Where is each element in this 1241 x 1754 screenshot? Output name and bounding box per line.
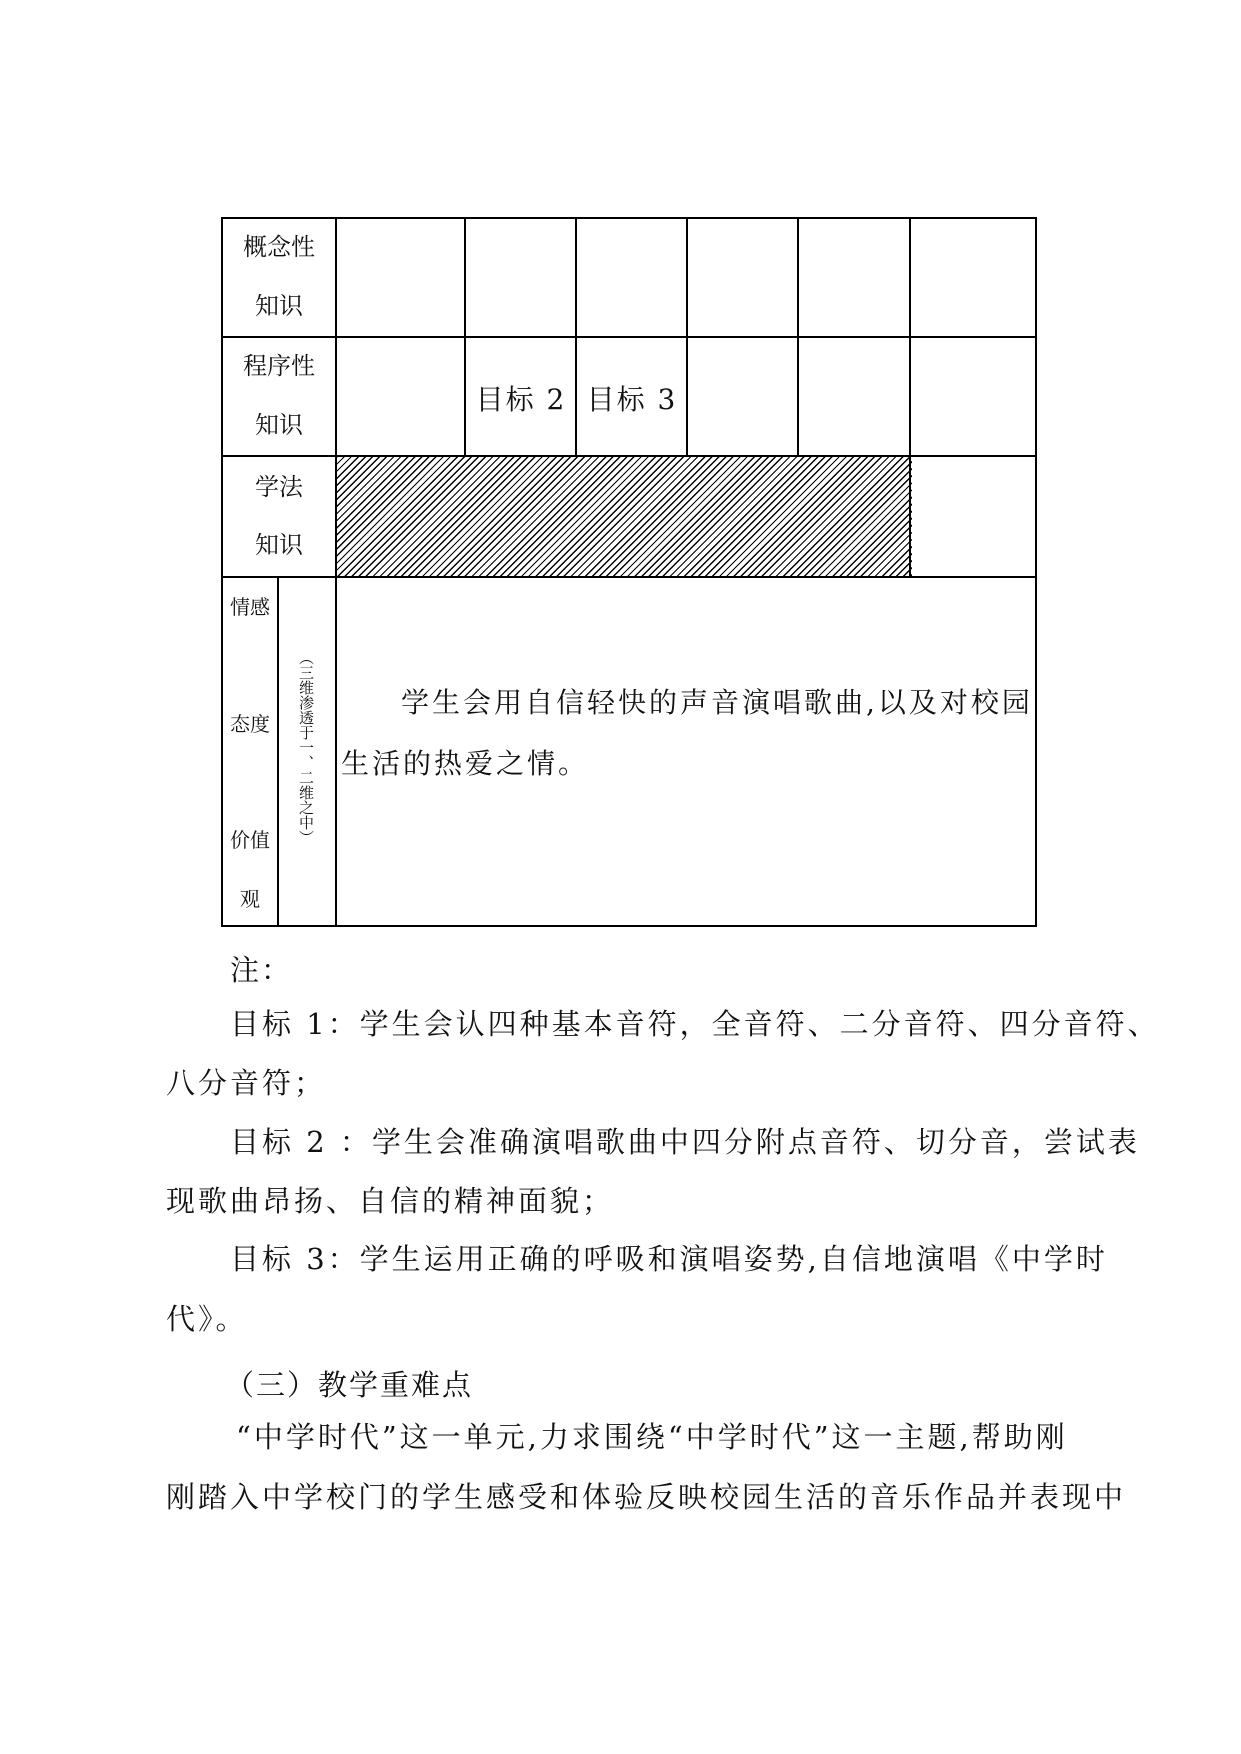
table-row-divider bbox=[221, 576, 1037, 578]
table-border-left bbox=[221, 217, 223, 927]
row-label-line2: 知识 bbox=[255, 411, 303, 439]
goal-cell: 目标 3 bbox=[586, 383, 678, 416]
table-col-divider bbox=[686, 217, 688, 456]
affect-label-line: 情感 bbox=[230, 595, 270, 619]
affect-label-line: 价值 bbox=[230, 828, 270, 852]
table-col-divider bbox=[909, 217, 911, 577]
row-label-line1: 程序性 bbox=[243, 352, 315, 380]
table-row-divider bbox=[221, 336, 1037, 338]
goal1-line1: 目标 1：学生会认四种基本音符，全音符、二分音符、四分音符、 bbox=[230, 1007, 1160, 1041]
section-heading: （三）教学重难点 bbox=[225, 1368, 474, 1402]
goal3-line2: 代》。 bbox=[166, 1302, 248, 1336]
affect-label-line: 观 bbox=[240, 887, 260, 911]
goal3-line1: 目标 3：学生运用正确的呼吸和演唱姿势,自信地演唱《中学时 bbox=[230, 1242, 1108, 1276]
goal-cell: 目标 2 bbox=[475, 383, 567, 416]
table-row-divider bbox=[221, 455, 1037, 457]
table-border-right bbox=[1035, 217, 1037, 927]
row-label-line1: 学法 bbox=[255, 473, 303, 501]
table-col-divider bbox=[335, 217, 337, 927]
section-paragraph-line1: “中学时代”这一单元,力求围绕“中学时代”这一主题,帮助刚 bbox=[236, 1420, 1068, 1454]
table-col-divider bbox=[797, 217, 799, 456]
affect-label-line: 态度 bbox=[230, 712, 270, 736]
section-paragraph-line2: 刚踏入中学校门的学生感受和体验反映校园生活的音乐作品并表现中 bbox=[166, 1480, 1127, 1514]
table-col-divider bbox=[575, 217, 577, 456]
row-label-line2: 知识 bbox=[255, 292, 303, 320]
affect-content-line1: 学生会用自信轻快的声音演唱歌曲,以及对校园 bbox=[401, 686, 1033, 719]
goal2-line1: 目标 2 ：学生会准确演唱歌曲中四分附点音符、切分音，尝试表 bbox=[230, 1125, 1140, 1159]
table-border-top bbox=[221, 217, 1037, 219]
row-label-line2: 知识 bbox=[255, 531, 303, 559]
notes-title: 注： bbox=[230, 953, 293, 987]
goal2-line2: 现歌曲昂扬、自信的精神面貌； bbox=[166, 1184, 615, 1218]
hatched-cell bbox=[337, 456, 912, 576]
dimension-side-note: （三维渗透于一、二维之中） bbox=[297, 650, 315, 845]
row-label-line1: 概念性 bbox=[243, 233, 315, 261]
table-col-divider bbox=[277, 576, 279, 926]
goal1-line2: 八分音符； bbox=[166, 1066, 327, 1100]
table-border-bottom bbox=[221, 925, 1037, 927]
table-col-divider bbox=[464, 217, 466, 456]
affect-content-line2: 生活的热爱之情。 bbox=[341, 747, 590, 780]
